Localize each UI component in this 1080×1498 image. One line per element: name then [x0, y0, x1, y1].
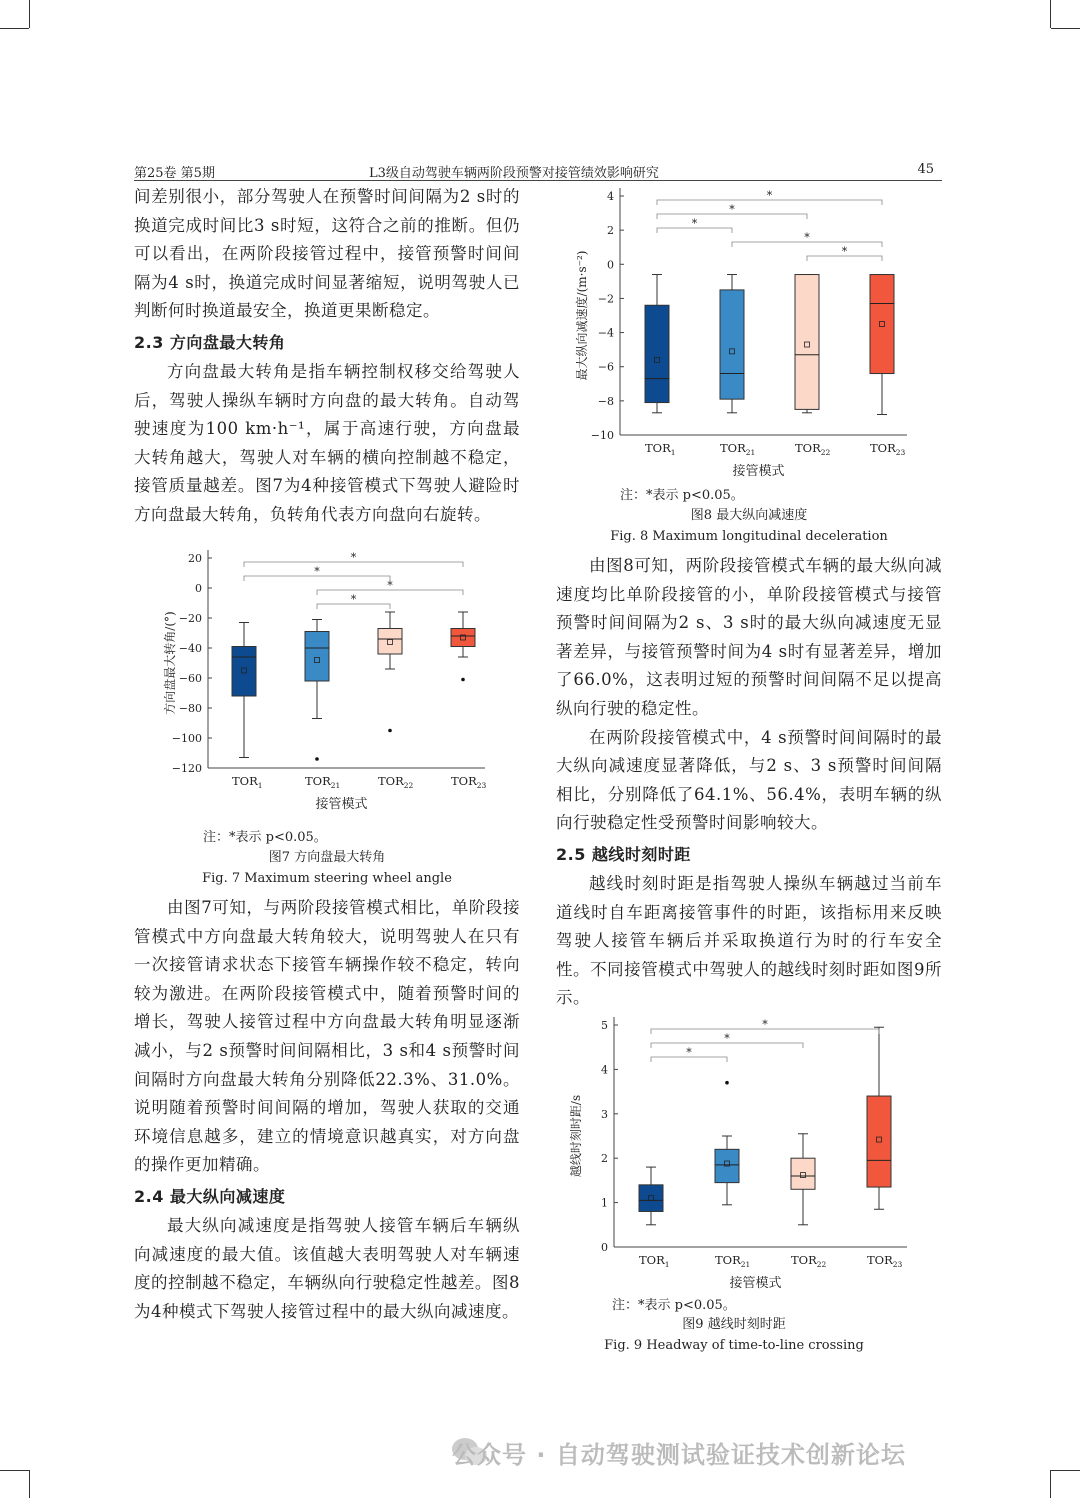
significance-star: *: [350, 593, 357, 606]
page-number: 45: [917, 162, 934, 177]
y-tick-label: 2: [607, 224, 614, 238]
crop-mark: [29, 1470, 30, 1498]
significance-star: *: [762, 1018, 768, 1031]
box-TOR22: [378, 629, 402, 655]
significance-star: *: [387, 579, 393, 592]
y-tick-label: −60: [178, 672, 202, 685]
box-TOR1: [645, 305, 669, 402]
significance-star: *: [729, 203, 735, 216]
box-TOR22: [791, 1158, 815, 1189]
y-tick-label: 3: [601, 1107, 608, 1121]
box-TOR21: [720, 290, 744, 399]
right-column-text: [556, 552, 942, 1013]
x-tick-label-TOR1: $TOR_1$: [232, 774, 263, 790]
paragraph: 由图7可知，与两阶段接管模式相比，单阶段接管模式中方向盘最大转角较大，说明驾驶人在只有一次接管请求状态下接管车辆操作较不稳定，转向较为激进。在两阶段接管模式中，随着预警时间的增长，驾驶人接管过程中方向盘最大转角明显逐渐减小，与2 s预警时间间隔相比，3 s和4 s预警时间间隔时方向盘最大转角分别降低22.3%、31.0%。说明随着预警时间间隔的增加，驾驶人获取的交通环境信息越多，建立的情境意识越真实，对方向盘的操作更加精确。: [134, 898, 520, 1175]
y-axis-label: 方向盘最大转角/(°): [163, 611, 177, 715]
box-TOR1: [232, 647, 256, 697]
figure-9: [569, 995, 922, 1295]
y-tick-label: 4: [601, 1063, 608, 1077]
significance-star: *: [804, 231, 810, 244]
significance-star: *: [314, 565, 320, 578]
y-tick-label: −8: [597, 394, 614, 408]
fig7-note: 注：*表示 p<0.05。: [203, 830, 327, 845]
paragraph: 在两阶段接管模式中，4 s预警时间间隔时的最大纵向减速度显著降低，与2 s、3 s预警时间间隔相比，分别降低了64.1%、56.4%，表明车辆的纵向行驶稳定性受预警时间影响较大。: [556, 727, 942, 833]
significance-star: *: [724, 1032, 730, 1045]
paragraph: 方向盘最大转角是指车辆控制权移交给驾驶人后，驾驶人操纵车辆时方向盘的最大转角。自动驾驶速度为100 km·h⁻¹，属于高速行驶，方向盘最大转角越大，驾驶人对车辆的横向控制越不稳定，接管质量越差。图7为4种接管模式下驾驶人避险时方向盘最大转角，负转角代表方向盘向右旋转。: [134, 361, 520, 524]
significance-star: *: [686, 1046, 692, 1059]
y-tick-label: −20: [178, 612, 202, 625]
box-TOR23: [451, 629, 475, 647]
x-tick-label-TOR22: $TOR_{22}$: [795, 441, 831, 457]
x-axis-label: 接管模式: [315, 797, 368, 812]
box-TOR1: [639, 1185, 663, 1212]
paragraph: 最大纵向减速度是指驾驶人接管车辆后车辆纵向减速度的最大值。该值越大表明驾驶人对车辆速度的控制越不稳定，车辆纵向行驶稳定性越差。图8为4种模式下驾驶人接管过程中的最大纵向减速度。: [134, 1215, 520, 1321]
y-tick-label: 2: [601, 1152, 608, 1166]
x-tick-label-TOR23: $TOR_{23}$: [451, 774, 487, 790]
journal-issue: 第25卷 第5期: [134, 166, 215, 181]
box-TOR23: [870, 275, 894, 374]
x-tick-label-TOR22: $TOR_{22}$: [378, 774, 414, 790]
box-TOR21: [305, 632, 329, 682]
significance-star: *: [691, 217, 698, 230]
y-axis-label: 最大纵向减速度/(m·s⁻²): [575, 250, 589, 381]
fig9-note: 注：*表示 p<0.05。: [612, 1298, 736, 1313]
section-heading-2-5: 2.5 越线时刻时距: [556, 844, 691, 864]
section-heading-2-4: 2.4 最大纵向减速度: [134, 1186, 286, 1206]
significance-star: *: [766, 189, 773, 202]
fig8-chart: [572, 182, 922, 482]
fig9-caption-cn: 图9 越线时刻时距: [682, 1317, 786, 1332]
crop-mark: [1051, 28, 1080, 29]
crop-mark: [0, 1470, 29, 1471]
fig9-chart: [569, 995, 922, 1295]
y-tick-label: −2: [597, 292, 614, 306]
x-tick-label-TOR1: $TOR_1$: [645, 441, 676, 457]
fig8-caption-en: Fig. 8 Maximum longitudinal deceleration: [610, 529, 888, 544]
outlier-point: [725, 1081, 729, 1085]
box-TOR23: [867, 1096, 891, 1187]
running-header: [134, 160, 942, 181]
left-column-top: [134, 183, 520, 530]
crop-mark: [0, 28, 29, 29]
y-tick-label: −6: [597, 360, 614, 374]
fig7-caption-cn: 图7 方向盘最大转角: [268, 850, 386, 865]
fig8-note: 注：*表示 p<0.05。: [620, 488, 744, 503]
significance-star: *: [841, 245, 848, 258]
watermark: 公众号 · 自动驾驶测试验证技术创新论坛: [452, 1441, 906, 1469]
y-tick-label: −4: [597, 326, 614, 340]
y-tick-label: 1: [601, 1196, 608, 1210]
crop-mark: [1050, 1470, 1051, 1498]
significance-star: *: [350, 551, 357, 564]
section-heading-2-3: 2.3 方向盘最大转角: [134, 332, 286, 352]
y-tick-label: −10: [590, 429, 614, 442]
y-tick-label: −80: [178, 702, 202, 715]
x-tick-label-TOR21: $TOR_{21}$: [715, 1253, 751, 1269]
y-axis-label: 越线时刻时距/s: [569, 1094, 583, 1178]
x-axis-label: 接管模式: [729, 1276, 782, 1291]
fig8-caption-cn: 图8 最大纵向减速度: [690, 508, 808, 523]
y-tick-label: 5: [601, 1019, 608, 1032]
fig7-caption-en: Fig. 7 Maximum steering wheel angle: [202, 871, 452, 886]
y-tick-label: −40: [178, 642, 202, 655]
left-column-bottom: [134, 894, 520, 1326]
figure-8: [572, 182, 922, 482]
article-title: L3级自动驾驶车辆两阶段预警对接管绩效影响研究: [369, 166, 659, 181]
figure-7: [150, 540, 500, 830]
crop-mark: [29, 0, 30, 28]
fig7-chart: [150, 540, 500, 830]
x-axis-label: 接管模式: [732, 464, 785, 479]
crop-mark: [1050, 0, 1051, 28]
y-tick-label: 0: [601, 1241, 608, 1254]
crop-mark: [1051, 1470, 1080, 1471]
x-tick-label-TOR22: $TOR_{22}$: [791, 1253, 827, 1269]
y-tick-label: 20: [188, 552, 202, 565]
y-tick-label: −100: [171, 732, 202, 745]
paragraph: 由图8可知，两阶段接管模式车辆的最大纵向减速度均比单阶段接管的小，单阶段接管模式与接管预警时间间隔为2 s、3 s时的最大纵向减速度无显著差异，与接管预警时间为4 s时有显著差异，增加了66.0%，这表明过短的预警时间间隔不足以提高纵向行驶的稳定性。: [556, 556, 942, 718]
y-tick-label: 4: [607, 190, 614, 203]
y-tick-label: 0: [195, 582, 202, 595]
outlier-point: [388, 729, 392, 733]
y-tick-label: 0: [607, 258, 614, 272]
x-tick-label-TOR23: $TOR_{23}$: [870, 441, 906, 457]
fig9-caption-en: Fig. 9 Headway of time-to-line crossing: [604, 1338, 864, 1353]
x-tick-label-TOR1: $TOR_1$: [639, 1253, 670, 1269]
x-tick-label-TOR21: $TOR_{21}$: [720, 441, 756, 457]
outlier-point: [315, 757, 319, 761]
outlier-point: [461, 678, 465, 682]
paragraph: 越线时刻时距是指驾驶人操纵车辆越过当前车道线时自车距离接管事件的时距，该指标用来反映驾驶人接管车辆后并采取换道行为时的行车安全性。不同接管模式中驾驶人的越线时刻时距如图9所示。: [556, 873, 942, 1008]
x-tick-label-TOR21: $TOR_{21}$: [305, 774, 341, 790]
y-tick-label: −120: [171, 762, 202, 775]
paragraph: 间差别很小，部分驾驶人在预警时间间隔为2 s时的换道完成时间比3 s时短，这符合之前的推断。但仍可以看出，在两阶段接管过程中，接管预警时间间隔为4 s时，换道完成时间显著缩短，说明驾驶人已判断何时换道最安全，换道更果断稳定。: [134, 187, 520, 321]
x-tick-label-TOR23: $TOR_{23}$: [867, 1253, 903, 1269]
